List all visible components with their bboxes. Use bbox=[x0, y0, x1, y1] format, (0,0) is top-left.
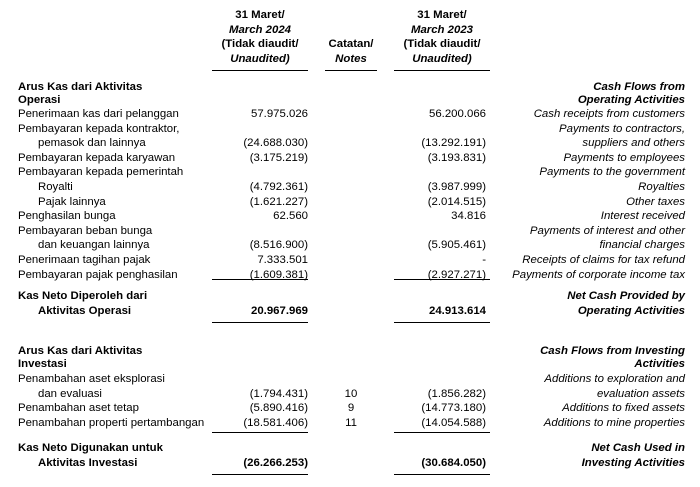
row-label-en: Payments of corporate income tax bbox=[512, 268, 685, 281]
row-label-en: Interest received bbox=[600, 210, 685, 223]
header-2023-line3: (Tidak diaudit/ bbox=[403, 38, 481, 50]
operating-total-rule-bottom-2024 bbox=[212, 322, 308, 323]
operating-title-id-2: Operasi bbox=[18, 94, 61, 106]
row-label-en: Payments to employees bbox=[563, 151, 685, 164]
row-value-2023: (5.905.461) bbox=[427, 239, 486, 252]
row-label-en: evaluation assets bbox=[596, 387, 685, 400]
row-label: Penghasilan bunga bbox=[18, 210, 116, 223]
row-value-2024: (1.621.227) bbox=[249, 195, 308, 208]
row-label: Pembayaran kepada pemerintah bbox=[18, 166, 184, 179]
header-2023-line1: 31 Maret/ bbox=[417, 9, 467, 21]
row-label: Pembayaran beban bunga bbox=[18, 224, 153, 237]
row-value-2024: (18.581.406) bbox=[243, 416, 308, 429]
header-2024-line1: 31 Maret/ bbox=[235, 9, 285, 21]
header-2023-rule bbox=[394, 70, 490, 71]
row-note: 10 bbox=[344, 387, 358, 400]
row-value-2023: (2.014.515) bbox=[427, 195, 486, 208]
row-value-2023: 34.816 bbox=[451, 210, 486, 223]
row-label-en: Additions to fixed assets bbox=[562, 402, 685, 415]
operating-total-label-1: Kas Neto Diperoleh dari bbox=[18, 290, 148, 302]
investing-total-rule-top-2024 bbox=[212, 432, 308, 433]
operating-total-rule-top-2023 bbox=[394, 279, 490, 280]
row-value-2024: 7.333.501 bbox=[257, 254, 308, 266]
operating-total-2024: 20.967.969 bbox=[250, 305, 308, 317]
operating-total-label-2: Aktivitas Operasi bbox=[38, 305, 132, 317]
investing-total-en-2: Investing Activities bbox=[581, 457, 685, 469]
row-label: Penambahan aset tetap bbox=[18, 402, 139, 415]
operating-total-rule-bottom-2023 bbox=[394, 322, 490, 323]
header-notes-line2: Notes bbox=[335, 52, 367, 65]
operating-title-id-1: Arus Kas dari Aktivitas bbox=[18, 81, 143, 93]
row-label-en: Additions to mine properties bbox=[543, 416, 685, 429]
row-label: Pembayaran kepada kontraktor, bbox=[18, 122, 180, 135]
row-value-2024: (5.890.416) bbox=[249, 402, 308, 415]
row-value-2024: (3.175.219) bbox=[249, 151, 308, 164]
row-value-2023: 56.200.066 bbox=[428, 108, 486, 120]
row-note: 9 bbox=[347, 402, 355, 415]
investing-total-label-2: Aktivitas Investasi bbox=[38, 457, 138, 469]
investing-title-id-2: Investasi bbox=[18, 358, 67, 370]
investing-total-rule-bottom-2023 bbox=[394, 474, 490, 475]
row-label-en: Cash receipts from customers bbox=[533, 108, 685, 120]
row-label: Penerimaan tagihan pajak bbox=[18, 254, 151, 266]
row-value-2024: 62.560 bbox=[273, 210, 308, 223]
row-label: Royalti bbox=[38, 181, 73, 193]
investing-title-en-1: Cash Flows from Investing bbox=[540, 345, 685, 357]
header-2023-line2: March 2023 bbox=[410, 23, 474, 36]
row-label: Penambahan aset eksplorasi bbox=[18, 373, 165, 385]
row-value-2024: (1.794.431) bbox=[249, 387, 308, 400]
row-label-en: Payments to the government bbox=[539, 166, 685, 179]
operating-title-en-1: Cash Flows from bbox=[593, 81, 685, 93]
investing-title-id-1: Arus Kas dari Aktivitas bbox=[18, 345, 143, 357]
row-value-2023: (3.193.831) bbox=[427, 151, 486, 164]
row-value-2024: (8.516.900) bbox=[249, 239, 308, 252]
row-value-2023: (13.292.191) bbox=[421, 137, 486, 150]
row-value-2023: (2.927.271) bbox=[427, 268, 486, 281]
row-note: 11 bbox=[345, 416, 357, 429]
row-label-en: Payments to contractors, bbox=[559, 122, 685, 135]
header-2023-line4: Unaudited) bbox=[412, 52, 472, 65]
row-label: Penerimaan kas dari pelanggan bbox=[18, 108, 179, 120]
row-value-2023: (1.856.282) bbox=[427, 387, 486, 400]
row-value-2023: - bbox=[482, 254, 486, 266]
row-value-2023: (14.054.588) bbox=[421, 416, 486, 429]
row-label-en: Payments of interest and other bbox=[529, 224, 685, 237]
row-value-2024: (4.792.361) bbox=[249, 181, 308, 193]
row-value-2024: (1.609.381) bbox=[249, 268, 308, 281]
row-label: Pajak lainnya bbox=[38, 195, 106, 208]
row-label: dan keuangan lainnya bbox=[38, 239, 150, 252]
header-2024-line3: (Tidak diaudit/ bbox=[221, 38, 299, 50]
row-label: Pembayaran kepada karyawan bbox=[18, 151, 176, 164]
header-notes-line1: Catatan/ bbox=[328, 38, 374, 50]
investing-total-2024: (26.266.253) bbox=[243, 457, 308, 469]
row-label-en: Royalties bbox=[638, 181, 685, 193]
investing-title-en-2: Activities bbox=[634, 358, 685, 370]
row-value-2024: 57.975.026 bbox=[250, 108, 308, 120]
row-label: Penambahan properti pertambangan bbox=[18, 416, 205, 429]
operating-total-en-2: Operating Activities bbox=[577, 305, 685, 317]
header-notes bbox=[320, 37, 382, 66]
operating-title-en-2: Operating Activities bbox=[577, 94, 685, 106]
header-2024-line4: Unaudited) bbox=[230, 52, 290, 65]
row-label: pemasok dan lainnya bbox=[38, 137, 146, 150]
header-col-2024 bbox=[205, 8, 315, 66]
investing-total-rule-top-2023 bbox=[394, 432, 490, 433]
row-value-2023: (3.987.999) bbox=[427, 181, 486, 193]
row-label: dan evaluasi bbox=[38, 387, 102, 400]
operating-total-en-1: Net Cash Provided by bbox=[567, 290, 685, 302]
operating-total-2023: 24.913.614 bbox=[428, 305, 486, 317]
row-value-2023: (14.773.180) bbox=[421, 402, 486, 415]
row-label-en: financial charges bbox=[599, 239, 685, 252]
row-value-2024: (24.688.030) bbox=[243, 137, 308, 150]
investing-total-en-1: Net Cash Used in bbox=[591, 442, 685, 454]
investing-total-label-1: Kas Neto Digunakan untuk bbox=[18, 442, 163, 454]
investing-total-2023: (30.684.050) bbox=[421, 457, 486, 469]
row-label-en: Other taxes bbox=[626, 195, 685, 208]
investing-total-rule-bottom-2024 bbox=[212, 474, 308, 475]
header-col-2023 bbox=[387, 8, 497, 66]
header-2024-rule bbox=[212, 70, 308, 71]
row-label-en: Receipts of claims for tax refund bbox=[522, 254, 685, 266]
row-label: Pembayaran pajak penghasilan bbox=[18, 268, 178, 281]
row-label-en: suppliers and others bbox=[582, 137, 685, 150]
header-2024-line2: March 2024 bbox=[228, 23, 292, 36]
row-label-en: Additions to exploration and bbox=[544, 373, 685, 385]
operating-total-rule-top-2024 bbox=[212, 279, 308, 280]
header-notes-rule bbox=[325, 70, 377, 71]
